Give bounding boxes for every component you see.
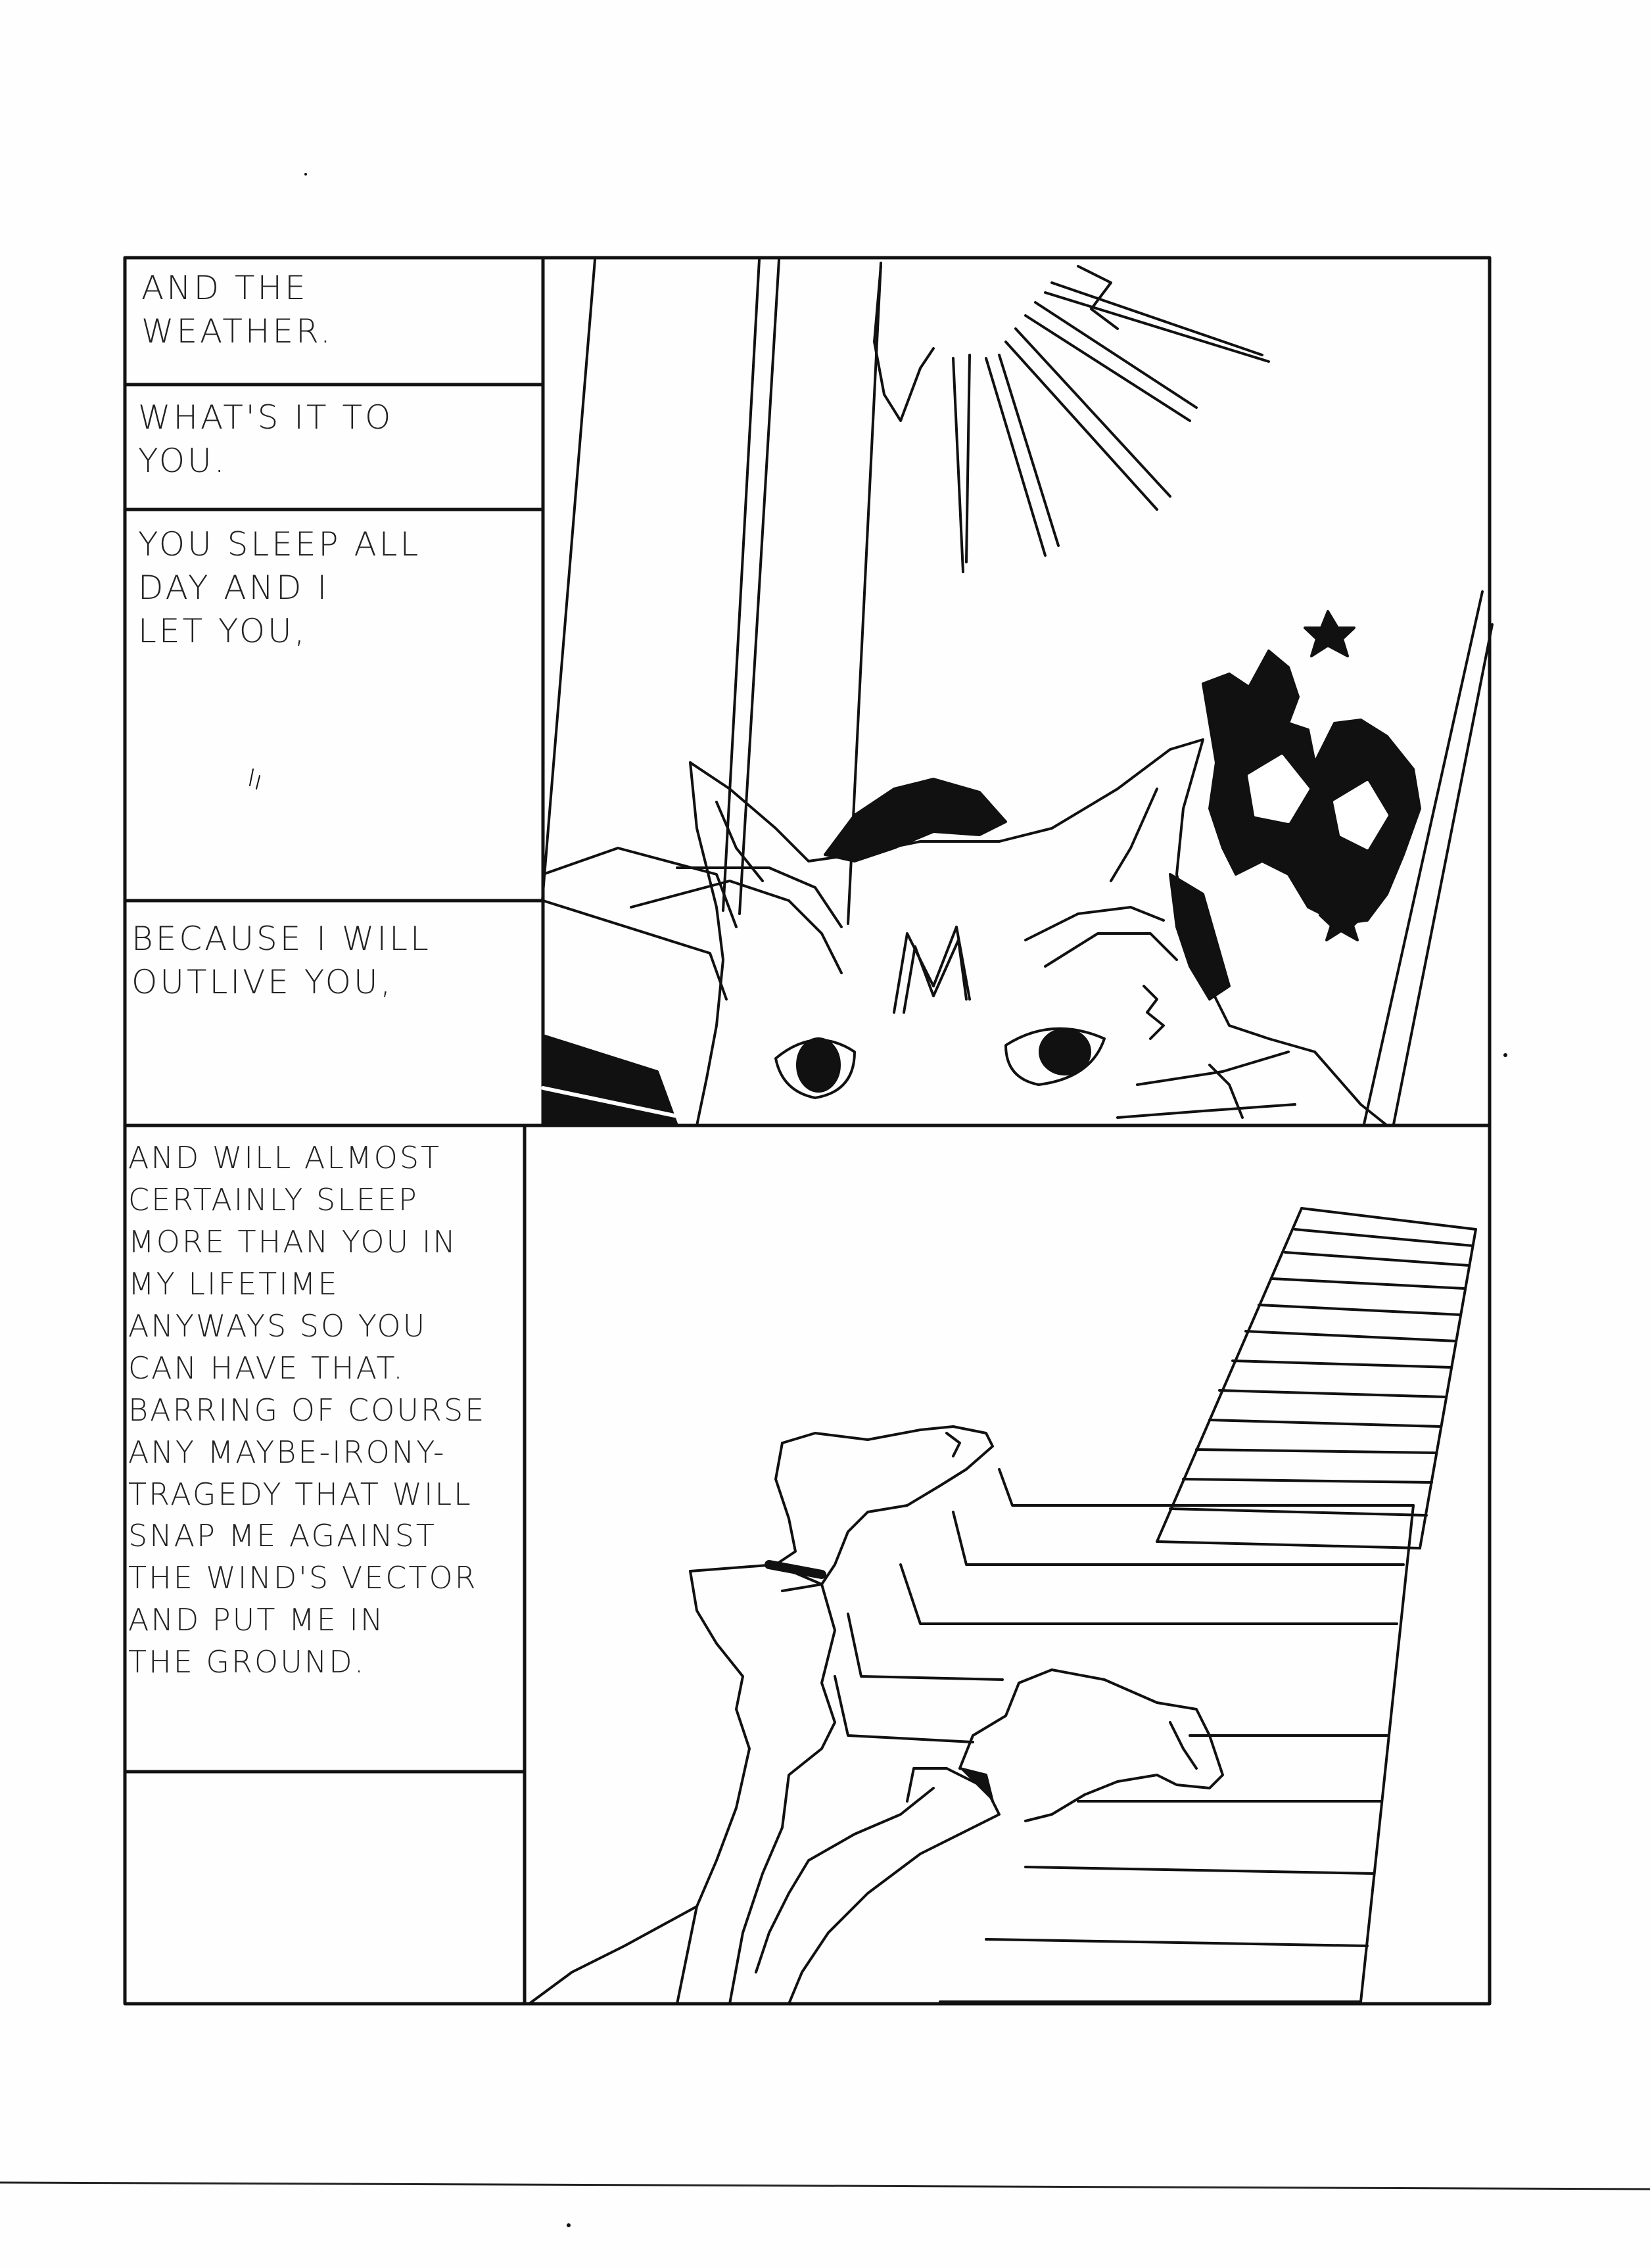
window-frame [542, 260, 595, 901]
panel-frame [125, 258, 1490, 2004]
caption-sleep-more: AND WILL ALMOST CERTAINLY SLEEP MORE THAN YOU IN MY LIFETIME ANYWAYS SO YOU CAN HAVE THAT. BARRING OF COURSE ANY MAYBE-IRONY- TRAGEDY THAT WILL SNAP ME AGAINST THE WIND'S VECTOR AND PUT ME IN THE GROUND. [128, 1140, 486, 1680]
upper-foot [769, 1427, 993, 1591]
caption-whats-it-to-you: WHAT'S IT TO YOU. [138, 398, 394, 480]
window-scene [542, 260, 1492, 1125]
caption-outlive-you: BECAUSE I WILL OUTLIVE YOU, [131, 920, 431, 1001]
staircase [835, 1208, 1476, 2002]
lower-foot [960, 1670, 1223, 1821]
upper-pant-leg [529, 1565, 835, 2004]
cat-fur-patch [825, 779, 1006, 861]
staircase-scene [529, 1208, 1476, 2004]
sun-icon [874, 266, 1269, 572]
caption-weather: AND THE WEATHER. [141, 269, 333, 350]
cat-eyes [776, 1029, 1104, 1098]
lower-pant-leg [756, 1768, 999, 2004]
caption-sleep-all-day: YOU SLEEP ALL DAY AND I LET YOU, [138, 525, 421, 650]
panel-borders [125, 258, 1490, 2004]
plant-silhouette [1203, 611, 1420, 940]
page-edge [0, 2183, 1650, 2189]
